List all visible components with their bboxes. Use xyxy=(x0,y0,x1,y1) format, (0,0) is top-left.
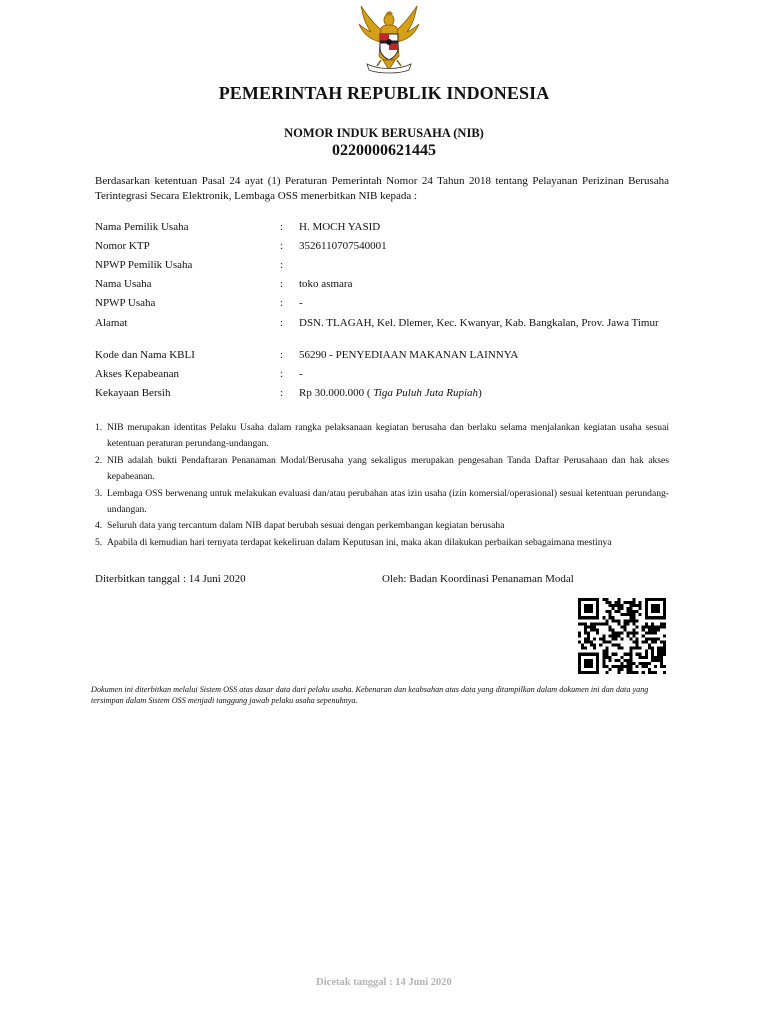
intro-paragraph: Berdasarkan ketentuan Pasal 24 ayat (1) Peraturan Pemerintah Nomor 24 Tahun 2018 tentang Pelayanan Perizinan Berusaha Terintegrasi Secara Elektronik, Lembaga OSS menerbitkan NIB kepada : xyxy=(95,175,669,202)
note-text: Apabila di kemudian hari ternyata terdapat kekeliruan dalam Keputusan ini, maka akan dilakukan perbaikan sebagaimana mestinya xyxy=(107,536,612,548)
field-label: Nomor KTP xyxy=(95,240,150,252)
field-colon: : xyxy=(280,240,284,252)
field-label: Nama Pemilik Usaha xyxy=(95,221,189,233)
field-label: Alamat xyxy=(95,317,128,329)
net-worth-amount: Rp 30.000.000 ( xyxy=(299,387,374,399)
field-colon: : xyxy=(280,317,284,329)
field-value: 56290 - PENYEDIAAN MAKANAN LAINNYA xyxy=(299,349,519,361)
note-item xyxy=(95,535,669,551)
printed-date: Dicetak tanggal : 14 Juni 2020 xyxy=(316,977,452,988)
issuer: Oleh: Badan Koordinasi Penanaman Modal xyxy=(382,573,574,585)
field-value: H. MOCH YASID xyxy=(299,221,381,233)
note-number: 5. xyxy=(95,536,103,548)
field-colon: : xyxy=(280,278,284,290)
field-colon: : xyxy=(280,297,284,309)
field-label: Nama Usaha xyxy=(95,278,152,290)
note-text: NIB merupakan identitas Pelaku Usaha dalam rangka pelaksanaan kegiatan berusaha dan berlaku selama menjalankan kegiatan usaha sesuai ketentuan peraturan perundang-undangan. xyxy=(107,422,669,450)
field-value: DSN. TLAGAH, Kel. Dlemer, Kec. Kwanyar, Kab. Bangkalan, Prov. Jawa Timur xyxy=(299,317,659,329)
net-worth-words: Tiga Puluh Juta Rupiah xyxy=(373,387,479,399)
field-value: toko asmara xyxy=(299,278,353,290)
note-number: 3. xyxy=(95,487,103,499)
field-label: Akses Kepabeanan xyxy=(95,368,179,380)
field-colon: : xyxy=(280,387,284,399)
note-item xyxy=(95,518,669,534)
issued-date: Diterbitkan tanggal : 14 Juni 2020 xyxy=(95,573,246,585)
field-value: - xyxy=(299,297,303,309)
field-value: - xyxy=(299,368,303,380)
note-number: 2. xyxy=(95,454,103,466)
nib-title: NOMOR INDUK BERUSAHA (NIB) xyxy=(284,126,484,140)
field-label: NPWP Usaha xyxy=(95,297,156,309)
garuda-emblem-icon xyxy=(351,4,427,76)
field-colon: : xyxy=(280,221,284,233)
field-colon: : xyxy=(280,368,284,380)
note-text: Seluruh data yang tercantum dalam NIB dapat berubah sesuai dengan perkembangan kegiatan berusaha xyxy=(107,520,505,532)
disclaimer: Dokumen ini diterbitkan melalui Sistem OSS atas dasar data dari pelaku usaha. Kebenaran dan keabsahan atas data yang ditampilkan dalam dokumen ini dan data yang tersimpan dalam Sistem OSS menjadi tanggung jawab pelaku usaha sepenuhnya. xyxy=(91,685,649,705)
field-value: 3526110707540001 xyxy=(299,240,387,252)
note-item xyxy=(95,453,669,486)
note-number: 4. xyxy=(95,520,103,532)
note-number: 1. xyxy=(95,422,103,433)
note-item xyxy=(95,486,669,519)
qr-code-icon xyxy=(578,598,666,674)
government-title: PEMERINTAH REPUBLIK INDONESIA xyxy=(218,83,550,103)
nib-number: 0220000621445 xyxy=(332,142,436,159)
field-label: Kode dan Nama KBLI xyxy=(95,349,195,361)
field-colon: : xyxy=(280,259,284,271)
field-label: NPWP Pemilik Usaha xyxy=(95,259,193,271)
notes-list xyxy=(95,420,669,551)
field-label: Kekayaan Bersih xyxy=(95,387,171,399)
net-worth-suffix: ) xyxy=(478,387,482,399)
field-value xyxy=(299,387,669,400)
note-item xyxy=(95,420,669,453)
field-colon: : xyxy=(280,349,284,361)
note-text: Lembaga OSS berwenang untuk melakukan evaluasi dan/atau perubahan atas izin usaha (izin komersial/operasional) sesuai ketentuan perundang-undangan. xyxy=(107,487,669,516)
note-text: NIB adalah bukti Pendaftaran Penanaman Modal/Berusaha yang sekaligus merupakan pengesahan Tanda Daftar Perusahaan dan hak akses kepabeanan. xyxy=(107,454,669,483)
